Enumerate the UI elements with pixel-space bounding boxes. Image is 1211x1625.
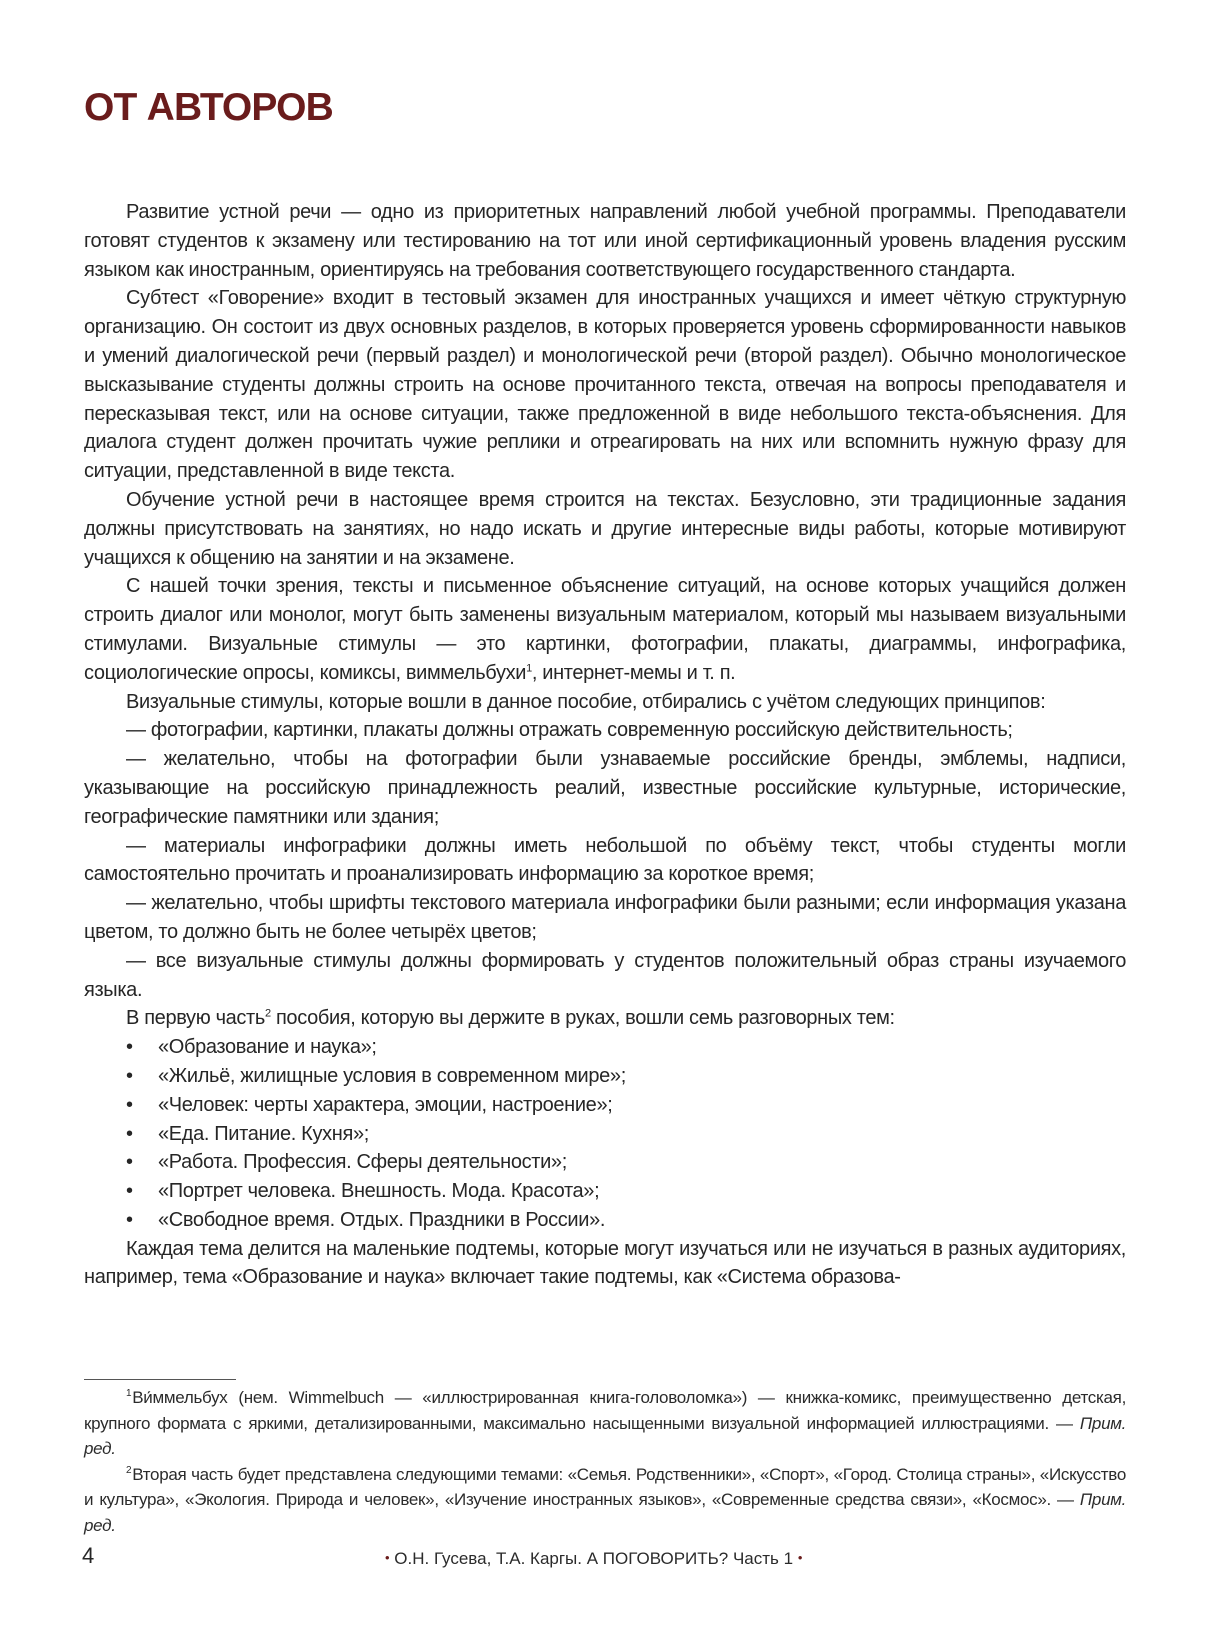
footnote-text: Ви́ммельбух (нем. Wimmelbuch — «иллюстрированная книга-головоломка») — книжка-комикс, преимущественно детская, крупного формата с яркими, детализированными, максимально насыщенными визуальной информацией иллюстрациями. — bbox=[84, 1388, 1126, 1433]
footnote-2 bbox=[84, 1462, 1126, 1539]
bullet-icon: • bbox=[126, 1064, 133, 1087]
footnote-divider bbox=[84, 1379, 236, 1380]
list-item bbox=[84, 1062, 1126, 1091]
topic-text: «Свободное время. Отдых. Праздники в России». bbox=[158, 1208, 606, 1231]
paragraph-text: пособия, которую вы держите в руках, вошли семь разговорных тем: bbox=[270, 1007, 895, 1030]
running-title: О.Н. Гусева, Т.А. Каргы. А ПОГОВОРИТЬ? Часть 1 bbox=[394, 1549, 794, 1568]
principle-item: — желательно, чтобы на фотографии были узнаваемые российские бренды, эмблемы, надписи, указывающие на российскую принадлежность реалий, известные российские культурные, исторические, географические памятники или здания; bbox=[84, 748, 1126, 828]
running-footer bbox=[385, 1546, 802, 1571]
paragraph-text: С нашей точки зрения, тексты и письменное объяснение ситуаций, на основе которых учащийся должен строить диалог или монолог, могут быть заменены визуальным материалом, который мы называем визуальными стимулами. Визуальные стимулы — это картинки, фотографии, плакаты, диаграммы, инфографика, социологические опросы, комиксы, виммельбухи bbox=[84, 575, 1126, 684]
topic-text: «Еда. Питание. Кухня»; bbox=[158, 1122, 369, 1145]
topic-text: «Человек: черты характера, эмоции, настроение»; bbox=[158, 1093, 613, 1116]
bullet-icon: • bbox=[126, 1180, 133, 1203]
list-item bbox=[84, 1033, 1126, 1062]
footnote-1 bbox=[84, 1385, 1126, 1462]
list-item bbox=[84, 1091, 1126, 1120]
paragraph-visual-stimuli bbox=[84, 572, 1126, 687]
principle-item: — желательно, чтобы шрифты текстового материала инфографики были разными; если информация указана цветом, то должно быть не более четырёх цветов; bbox=[84, 892, 1126, 943]
footnote-number: 1 bbox=[126, 1388, 132, 1400]
topic-text: «Образование и наука»; bbox=[158, 1036, 377, 1059]
body-text bbox=[84, 198, 1126, 1292]
page-number: 4 bbox=[82, 1543, 95, 1568]
page-title: ОТ АВТОРОВ bbox=[84, 86, 334, 129]
list-item bbox=[84, 1177, 1126, 1206]
bullet-icon: • bbox=[126, 1036, 133, 1059]
paragraph: Обучение устной речи в настоящее время строится на текстах. Безусловно, эти традиционные задания должны присутствовать на занятиях, но надо искать и другие интересные виды работы, которые мотивируют учащихся к общению на занятии и на экзамене. bbox=[84, 488, 1126, 569]
bullet-icon: • bbox=[126, 1093, 133, 1116]
footnote-text: Вторая часть будет представлена следующими темами: «Семья. Родственники», «Спорт», «Город. Столица страны», «Искусство и культура», «Экология. Природа и человек», «Изучение иностранных языков», «Современные средства связи», «Космос». — bbox=[84, 1464, 1126, 1509]
principle-item: — материалы инфографики должны иметь небольшой по объёму текст, чтобы студенты могли самостоятельно прочитать и проанализировать информацию за короткое время; bbox=[84, 834, 1126, 886]
bullet-icon: • bbox=[126, 1151, 133, 1174]
footnote-number: 2 bbox=[126, 1464, 132, 1476]
principles-intro: Визуальные стимулы, которые вошли в данное пособие, отбирались с учётом следующих принципов: bbox=[126, 690, 1046, 713]
paragraph-text: , интернет-мемы и т. п. bbox=[531, 661, 736, 684]
footnote-ref-1: 1 bbox=[526, 662, 532, 675]
footnote-ref-2: 2 bbox=[264, 1007, 271, 1020]
topics-intro bbox=[84, 1004, 1126, 1033]
bullet-icon: • bbox=[126, 1208, 133, 1231]
bullet-dot-icon: • bbox=[797, 1550, 803, 1565]
paragraph-text: В первую часть bbox=[126, 1007, 265, 1030]
list-item bbox=[84, 1206, 1126, 1235]
editor-note: Прим. ред. bbox=[84, 1490, 1126, 1535]
topic-text: «Портрет человека. Внешность. Мода. Красота»; bbox=[158, 1180, 600, 1203]
bullet-dot-icon: • bbox=[385, 1550, 390, 1565]
paragraph: Субтест «Говорение» входит в тестовый экзамен для иностранных учащихся и имеет чёткую структурную организацию. Он состоит из двух основных разделов, в которых проверяется уровень сформированности навыков и умений диалогической речи (первый раздел) и монологической речи (второй раздел). Обычно монологическое высказывание студенты должны строить на основе прочитанного текста, отвечая на вопросы преподавателя и пересказывая текст, или на основе ситуации, также предложенной в виде небольшого текста-объяснения. Для диалога студент должен прочитать чужие реплики и отреагировать на них или вспомнить нужную фразу для ситуации, представленной в виде текста. bbox=[84, 287, 1126, 483]
paragraph: Развитие устной речи — одно из приоритетных направлений любой учебной программы. Преподаватели готовят студентов к экзамену или тестированию на тот или иной сертификационный уровень владения русским языком как иностранным, ориентируясь на требования соответствующего государственного стандарта. bbox=[84, 201, 1126, 281]
principle-item: — все визуальные стимулы должны формировать у студентов положительный образ страны изучаемого языка. bbox=[84, 949, 1126, 1001]
list-item bbox=[84, 1120, 1126, 1149]
topic-text: «Жильё, жилищные условия в современном мире»; bbox=[158, 1064, 626, 1087]
topics-list bbox=[84, 1033, 1126, 1235]
editor-note: Прим. ред. bbox=[84, 1413, 1126, 1458]
topic-text: «Работа. Профессия. Сферы деятельности»; bbox=[158, 1151, 567, 1174]
principle-item: — фотографии, картинки, плакаты должны отражать современную российскую действительность; bbox=[126, 719, 1013, 742]
footnotes bbox=[84, 1385, 1126, 1538]
paragraph: Каждая тема делится на маленькие подтемы, которые могут изучаться или не изучаться в разных аудиториях, например, тема «Образование и наука» включает такие подтемы, как «Система образова- bbox=[84, 1237, 1126, 1289]
list-item bbox=[84, 1148, 1126, 1177]
bullet-icon: • bbox=[126, 1122, 133, 1145]
